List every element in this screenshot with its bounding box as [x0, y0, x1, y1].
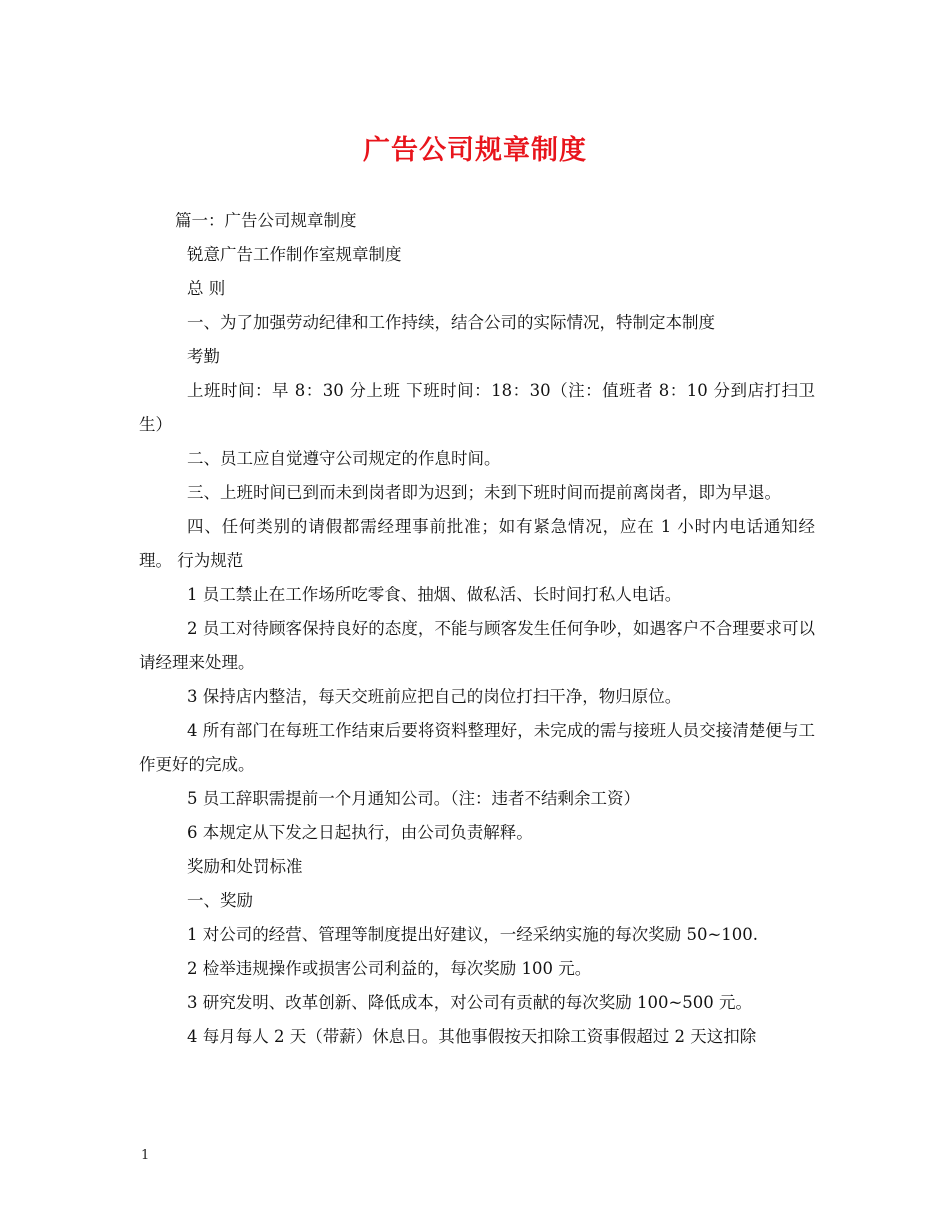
paragraph: 1 对公司的经营、管理等制度提出好建议，一经采纳实施的每次奖励 50~100. [187, 925, 759, 944]
paragraph: 1 员工禁止在工作场所吃零食、抽烟、做私活、长时间打私人电话。 [187, 585, 682, 604]
page-number: 1 [141, 1148, 150, 1163]
document-title: 广告公司规章制度 [363, 135, 587, 166]
paragraph: 一、为了加强劳动纪律和工作持续，结合公司的实际情况，特制定本制度 [187, 313, 715, 332]
paragraph: 三、上班时间已到而未到岗者即为迟到；未到下班时间而提前离岗者，即为早退。 [187, 483, 781, 502]
document-body [139, 204, 815, 1054]
paragraph: 4 每月每人 2 天（带薪）休息日。其他事假按天扣除工资事假超过 2 天这扣除 [187, 1027, 757, 1046]
section-heading: 总 则 [187, 279, 226, 298]
section-heading: 一、奖励 [187, 891, 253, 910]
paragraph: 4 所有部门在每班工作结束后要将资料整理好，未完成的需与接班人员交接清楚便与工作更好的完成。 [139, 721, 815, 774]
paragraph: 2 检举违规操作或损害公司利益的，每次奖励 100 元。 [187, 959, 592, 978]
paragraph: 上班时间：早 8：30 分上班 下班时间：18：30（注：值班者 8：10 分到店打扫卫生） [139, 381, 815, 434]
paragraph: 锐意广告工作制作室规章制度 [187, 245, 402, 264]
section-heading: 考勤 [187, 347, 220, 366]
section-heading: 奖励和处罚标准 [187, 857, 303, 876]
paragraph: 3 研究发明、改革创新、降低成本，对公司有贡献的每次奖励 100~500 元。 [187, 993, 753, 1012]
paragraph: 二、员工应自觉遵守公司规定的作息时间。 [187, 449, 501, 468]
paragraph: 2 员工对待顾客保持良好的态度，不能与顾客发生任何争吵，如遇客户不合理要求可以请经理来处理。 [139, 619, 815, 672]
paragraph: 四、任何类别的请假都需经理事前批准；如有紧急情况，应在 1 小时内电话通知经理。 行为规范 [139, 517, 815, 570]
paragraph: 5 员工辞职需提前一个月通知公司。（注：违者不结剩余工资） [187, 789, 640, 808]
paragraph: 6 本规定从下发之日起执行，由公司负责解释。 [187, 823, 533, 842]
paragraph: 篇一：广告公司规章制度 [175, 211, 357, 230]
paragraph: 3 保持店内整洁，每天交班前应把自己的岗位打扫干净，物归原位。 [187, 687, 682, 706]
